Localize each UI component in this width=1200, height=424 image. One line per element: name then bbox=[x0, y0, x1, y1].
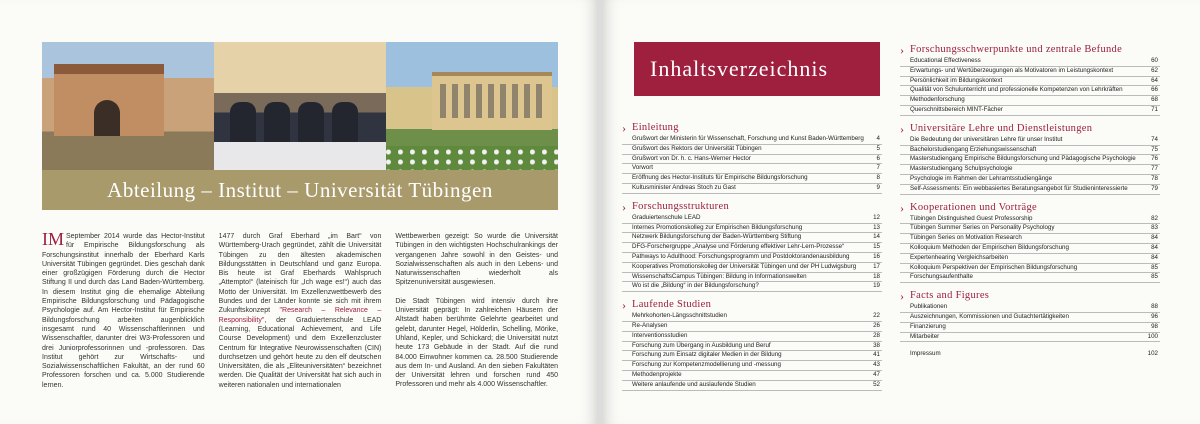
toc-entry-title: Qualität von Schulunterricht und professionelle Kompetenzen von Lehrkräften bbox=[910, 86, 1123, 94]
toc-entry-title: Expertenhearing Vergleichsarbeiten bbox=[910, 253, 1009, 261]
toc-entry-title: Masterstudiengang Schulpsychologie bbox=[910, 165, 1013, 173]
toc-entry[interactable] bbox=[900, 146, 1160, 156]
toc-entry-page: 14 bbox=[873, 233, 880, 241]
toc-entry-page: 18 bbox=[873, 272, 880, 280]
toc-entry-page: 43 bbox=[873, 361, 880, 369]
toc-section bbox=[622, 122, 882, 194]
text-columns bbox=[42, 229, 559, 390]
toc-entry-title: Tübingen Series on Motivation Research bbox=[910, 234, 1022, 242]
toc-entry[interactable] bbox=[900, 244, 1160, 254]
toc-section bbox=[900, 290, 1160, 342]
toc-entry-page: 60 bbox=[1151, 57, 1158, 64]
toc-entry[interactable] bbox=[900, 136, 1160, 146]
toc-entry-title: Eröffnung des Hector-Instituts für Empirische Bildungsforschung bbox=[632, 174, 808, 182]
toc-section bbox=[622, 299, 882, 390]
toc-entry[interactable] bbox=[622, 263, 882, 273]
toc-entry-title: Netzwerk Bildungsforschung der Baden-Württemberg Stiftung bbox=[632, 233, 802, 241]
toc-entry[interactable] bbox=[900, 264, 1160, 274]
toc-entry-page: 26 bbox=[873, 321, 880, 329]
toc-entry[interactable] bbox=[900, 185, 1160, 195]
toc-entry-page: 52 bbox=[873, 380, 880, 388]
toc-entry-title: Interventionsstudien bbox=[632, 331, 688, 339]
toc-entry-title: Internes Promotionskolleg zur Empirischen Bildungsforschung bbox=[632, 223, 803, 231]
toc-entry-page: 75 bbox=[1151, 145, 1158, 153]
toc-entry[interactable] bbox=[900, 313, 1160, 323]
toc-section-heading: › Laufende Studien bbox=[622, 299, 882, 310]
toc-entry[interactable] bbox=[622, 282, 882, 292]
toc-entry[interactable] bbox=[622, 351, 882, 361]
toc-entry[interactable] bbox=[622, 184, 882, 194]
toc-entry[interactable] bbox=[622, 243, 882, 253]
toc-entry[interactable] bbox=[622, 361, 882, 371]
toc-entry[interactable] bbox=[900, 67, 1160, 77]
toc-entry[interactable] bbox=[622, 164, 882, 174]
toc-column-right bbox=[900, 44, 1160, 359]
toc-entry-page: 74 bbox=[1151, 135, 1158, 143]
text-column-1 bbox=[42, 229, 205, 390]
toc-entry[interactable] bbox=[900, 224, 1160, 234]
toc-entry[interactable] bbox=[900, 77, 1160, 87]
toc-entry-page: 83 bbox=[1151, 224, 1158, 232]
toc-entry-title: Querschnittsbereich MINT-Fächer bbox=[910, 105, 1003, 113]
toc-section-heading: › Universitäre Lehre und Dienstleistungen bbox=[900, 123, 1160, 134]
toc-entry-page: 5 bbox=[876, 144, 880, 152]
toc-entry-title: Grußwort des Rektors der Universität Tübingen bbox=[632, 144, 762, 152]
toc-entry[interactable] bbox=[622, 145, 882, 155]
toc-entry-page: 68 bbox=[1151, 96, 1158, 104]
toc-entry-page: 9 bbox=[876, 183, 880, 191]
toc-entry[interactable] bbox=[622, 214, 882, 224]
toc-entry-page: 17 bbox=[873, 262, 880, 270]
toc-entry[interactable] bbox=[622, 371, 882, 381]
toc-entry-page: 8 bbox=[876, 174, 880, 182]
toc-entry-title: Publikationen bbox=[910, 303, 948, 311]
toc-entry-title: WissenschaftsCampus Tübingen: Bildung in Informationswelten bbox=[632, 272, 807, 280]
toc-section bbox=[900, 44, 1160, 116]
toc-entry-page: 100 bbox=[1147, 332, 1158, 340]
toc-entry-page: 13 bbox=[873, 223, 880, 231]
toc-entry-page: 84 bbox=[1151, 234, 1158, 242]
toc-entry-title: Grußwort von Dr. h. c. Hans-Werner Hector bbox=[632, 154, 751, 162]
toc-entry[interactable] bbox=[900, 273, 1160, 283]
toc-entry[interactable] bbox=[900, 155, 1160, 165]
left-page bbox=[0, 0, 598, 424]
toc-entry-title: Impressum bbox=[910, 350, 941, 358]
toc-entry-title: Wo ist die „Bildung“ in der Bildungsforschung? bbox=[632, 282, 759, 290]
toc-entry-title: Self-Assessments: Ein webbasiertes Beratungsangebot für Studieninteressierte bbox=[910, 184, 1128, 192]
toc-entry-title: Vorwort bbox=[632, 164, 653, 172]
toc-section bbox=[900, 202, 1160, 284]
toc-entry-page: 77 bbox=[1151, 165, 1158, 173]
toc-entry-title: Persönlichkeit im Bildungskontext bbox=[910, 76, 1003, 84]
toc-entry[interactable] bbox=[622, 253, 882, 263]
toc-title: Inhaltsverzeichnis bbox=[634, 42, 880, 96]
toc-entry-page: 84 bbox=[1151, 253, 1158, 261]
toc-entry[interactable] bbox=[622, 332, 882, 342]
toc-entry-page: 96 bbox=[1151, 312, 1158, 320]
toc-entry-page: 16 bbox=[873, 252, 880, 260]
photo-signing-ceremony bbox=[214, 42, 386, 170]
toc-section-heading: › Einleitung bbox=[622, 122, 882, 133]
toc-entry-page: 98 bbox=[1151, 322, 1158, 330]
toc-entry[interactable] bbox=[622, 273, 882, 283]
toc-entry-page: 66 bbox=[1151, 86, 1158, 94]
toc-entry-title: Auszeichnungen, Kommissionen und Gutachtertätigkeiten bbox=[910, 312, 1069, 320]
toc-entry-page: 6 bbox=[876, 154, 880, 162]
toc-entry-page: 15 bbox=[873, 243, 880, 251]
toc-entry-page: 79 bbox=[1151, 184, 1158, 192]
toc-entry-page: 102 bbox=[1147, 350, 1158, 358]
toc-entry-page: 85 bbox=[1151, 273, 1158, 281]
toc-entry-title: Kolloquium Perspektiven der Empirischen Bildungsforschung bbox=[910, 263, 1078, 271]
toc-entry-page: 7 bbox=[876, 164, 880, 172]
toc-entry-page: 82 bbox=[1151, 214, 1158, 222]
toc-entry-title: Die Bedeutung der universitären Lehre für unser Institut bbox=[910, 135, 1063, 143]
drop-cap: IM bbox=[42, 229, 64, 249]
toc-entry-impressum[interactable] bbox=[900, 350, 1160, 359]
toc-entry-title: Forschungsaufenthalte bbox=[910, 273, 973, 281]
toc-entry-page: 12 bbox=[873, 213, 880, 221]
toc-entry[interactable] bbox=[622, 381, 882, 391]
toc-entry[interactable] bbox=[900, 86, 1160, 96]
toc-entry-title: Grußwort der Ministerin für Wissenschaft, Forschung und Kunst Baden-Württemberg bbox=[632, 135, 864, 142]
toc-entry-title: Pathways to Adulthood: Forschungsprogramm und Postdoktorandenausbildung bbox=[632, 252, 850, 260]
toc-entry[interactable] bbox=[622, 322, 882, 332]
toc-entry[interactable] bbox=[900, 215, 1160, 225]
toc-entry-page: 78 bbox=[1151, 174, 1158, 182]
column-1-text: September 2014 wurde das Hector-Institut für Empirische Bildungsforschung als Forschungsinstitut innerhalb der Eberhard Karls Universität Tübingen gegründet. Dies geschah dank einer großzügigen Förderung durch die Hector Stiftung II und durch das Land Baden-Württemberg. In diesem Institut ging die ehemalige Abteilung Empirische Bildungsforschung und Pädagogische Psychologie auf. Am Hector-Institut für Empirische Bildungsforschung arbeiten augenblicklich insgesamt rund 40 Wissenschaftlerinnen und Wissenschaftler, darunter drei W3-Professoren und drei Juniorprofessorinnen und -professoren. Das Institut gehört zur Wirtschafts- und Sozialwissenschaftlichen Fakultät, an der rund 60 Professoren forschen und ca. 5.000 Studierende lernen. bbox=[42, 233, 205, 389]
toc-entry-title: Forschung zum Einsatz digitaler Medien in der Bildung bbox=[632, 351, 782, 359]
toc-entry-page: 88 bbox=[1151, 303, 1158, 311]
toc-entry-page: 85 bbox=[1151, 263, 1158, 271]
motto-quote: "Research – Relevance – Responsibility" bbox=[218, 307, 382, 324]
toc-entry[interactable] bbox=[622, 155, 882, 165]
toc-entry[interactable] bbox=[900, 165, 1160, 175]
toc-entry-title: Erwartungs- und Wertüberzeugungen als Motivatoren im Leistungskontext bbox=[910, 66, 1114, 74]
toc-section-heading: › Kooperationen und Vorträge bbox=[900, 202, 1160, 213]
toc-entry-title: Forschung zum Übergang in Ausbildung und Beruf bbox=[632, 341, 771, 349]
toc-entry[interactable] bbox=[900, 106, 1160, 116]
photo-institute-building bbox=[386, 42, 558, 170]
toc-entry-title: Re-Analysen bbox=[632, 321, 668, 329]
toc-entry[interactable] bbox=[622, 342, 882, 352]
toc-entry[interactable] bbox=[622, 312, 882, 322]
toc-entry-page: 41 bbox=[873, 351, 880, 359]
toc-entry[interactable] bbox=[622, 233, 882, 243]
toc-section bbox=[900, 123, 1160, 195]
toc-section-heading: › Facts and Figures bbox=[900, 290, 1160, 301]
toc-entry-title: Finanzierung bbox=[910, 322, 946, 330]
toc-entry-page: 76 bbox=[1151, 155, 1158, 163]
toc-section-heading: › Forschungsschwerpunkte und zentrale Befunde bbox=[900, 44, 1160, 55]
text-column-2 bbox=[219, 232, 382, 390]
toc-section bbox=[622, 201, 882, 292]
banner-title: Abteilung – Institut – Universität Tübingen bbox=[42, 170, 558, 210]
toc-entry-page: 28 bbox=[873, 331, 880, 339]
toc-entry-title: Mehrkohorten-Längsschnittstudien bbox=[632, 312, 727, 320]
toc-column-left bbox=[622, 122, 882, 398]
toc-entry-page: 38 bbox=[873, 341, 880, 349]
column-2-text-b: , der Graduiertenschule LEAD (Learning, Educational Achievement, and Life Course Development) und dem Exzellenzcluster Centrum für Integrative Neurowissenschaften (CIN) durchsetzen und gehört heute zu den elf deutschen Universitäten, die als „Eliteuniversitäten“ bezeichnet werden. Die Qualität der Universität hat sich auch in weiteren nationalen und internationalen bbox=[218, 316, 382, 389]
toc-entry[interactable] bbox=[900, 254, 1160, 264]
toc-entry[interactable] bbox=[900, 323, 1160, 333]
toc-entry-page: 64 bbox=[1151, 76, 1158, 84]
toc-entry-page: 19 bbox=[873, 282, 880, 290]
toc-entry-title: Methodenprojekte bbox=[632, 370, 682, 378]
photo-historic-building bbox=[42, 42, 214, 170]
toc-entry-title: Weitere anlaufende und auslaufende Studien bbox=[632, 380, 756, 388]
toc-entry-title: Educational Effectiveness bbox=[910, 57, 981, 64]
toc-entry-title: Masterstudiengang Empirische Bildungsforschung und Pädagogische Psychologie bbox=[910, 155, 1136, 163]
toc-entry[interactable] bbox=[900, 175, 1160, 185]
toc-entry[interactable] bbox=[900, 57, 1160, 67]
toc-entry-page: 84 bbox=[1151, 243, 1158, 251]
column-3-text-b: Die Stadt Tübingen wird intensiv durch ihre Universität geprägt: In zahlreichen Häusern der Altstadt haben berühmte Gelehrte gearbeitet und gelebt, darunter Hegel, Hölderlin, Schelling, Mörike, Uhland, Kepler, und Schickard; die Universität nutzt heute 173 Gebäude in der Stadt. Auf die rund 84.000 Einwohner kommen ca. 28.500 Studierende aus dem In- und Ausland. An den sieben Fakultäten der Universität lehren und forschen rund 450 Professoren und mehr als 4.000 Wissenschaftler. bbox=[395, 297, 559, 389]
toc-entry-title: Forschung zur Kompetenzmodellierung und -messung bbox=[632, 361, 781, 369]
photo-strip bbox=[42, 42, 558, 170]
column-3-text-a: Wettbewerben gezeigt: So wurde die Universität Tübingen in den wichtigsten Hochschulrankings der vergangenen Jahre sowohl in den Geistes- und Sozialwissenschaften als auch in den Lebens- und Naturwissenschaften wiederholt als Spitzenuniversität ausgewiesen. bbox=[395, 233, 559, 287]
toc-entry-page: 22 bbox=[873, 312, 880, 320]
toc-entry-title: Mitarbeiter bbox=[910, 332, 940, 340]
toc-entry[interactable] bbox=[622, 174, 882, 184]
toc-entry[interactable] bbox=[900, 234, 1160, 244]
toc-section-heading: › Forschungsstrukturen bbox=[622, 201, 882, 212]
toc-entry-title: Methodenforschung bbox=[910, 96, 965, 104]
right-page bbox=[602, 0, 1200, 424]
toc-entry[interactable] bbox=[900, 96, 1160, 106]
toc-entry[interactable] bbox=[622, 224, 882, 234]
toc-entry-title: Kolloquium Methoden der Empirischen Bildungsforschung bbox=[910, 243, 1069, 251]
text-column-3 bbox=[395, 232, 558, 390]
toc-entry[interactable] bbox=[622, 135, 882, 145]
toc-entry[interactable] bbox=[900, 333, 1160, 343]
toc-entry[interactable] bbox=[900, 303, 1160, 313]
toc-entry-title: Tübingen Distinguished Guest Professorship bbox=[910, 214, 1033, 222]
toc-entry-title: Kultusminister Andreas Stoch zu Gast bbox=[632, 183, 736, 191]
toc-entry-title: Kooperatives Promotionskolleg der Universität Tübingen und der PH Ludwigsburg bbox=[632, 262, 857, 270]
toc-entry-title: DFG-Forschergruppe „Analyse und Förderung effektiver Lehr-Lern-Prozesse“ bbox=[632, 243, 845, 251]
toc-entry-page: 71 bbox=[1151, 105, 1158, 113]
toc-entry-title: Psychologie im Rahmen der Lehramtsstudiengänge bbox=[910, 174, 1053, 182]
column-2-text-a: 1477 durch Graf Eberhard „im Bart“ von Württemberg-Urach gegründet, zählt die Universität Tübingen zu den ältesten akademischen Bildungsstätten in Deutschland und ganz Europa. Bis heute ist Graf Eberhards Wahlspruch „Attempto!“ (lateinisch für „Ich wage es!“) auch das Motto der Universität. Im Exzellenzwettbewerb des Bundes und der Länder konnte sie sich mit ihrem Zukunftskonzept bbox=[218, 233, 382, 315]
toc-entry-title: Tübingen Summer Series on Personality Psychology bbox=[910, 224, 1055, 232]
toc-entry-title: Bachelorstudiengang Erziehungswissenschaft bbox=[910, 145, 1037, 153]
toc-entry-page: 62 bbox=[1151, 66, 1158, 74]
toc-entry-page: 4 bbox=[876, 135, 880, 142]
toc-entry-title: Graduiertenschule LEAD bbox=[632, 213, 701, 221]
toc-entry-page: 47 bbox=[873, 370, 880, 378]
